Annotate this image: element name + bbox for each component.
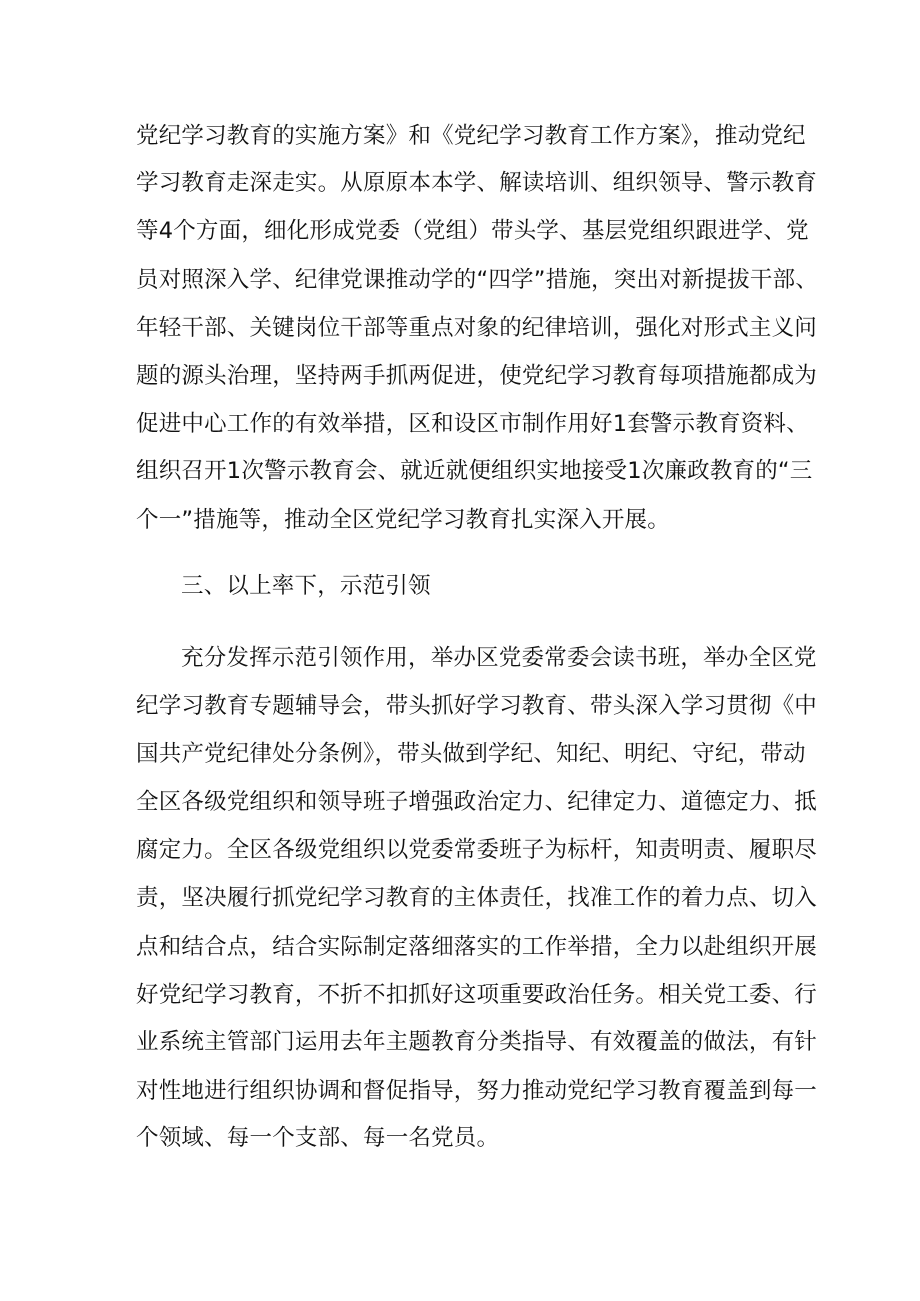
paragraph-line: 个一”措施等，推动全区党纪学习教育扎实深入开展。 <box>136 507 670 533</box>
paragraph-line: 题的源头治理，坚持两手抓两促进，使党纪学习教育每项措施都成为 <box>136 363 818 389</box>
paragraph-line: 党纪学习教育的实施方案》和《党纪学习教育工作方案》，推动党纪 <box>136 123 806 149</box>
paragraph-line: 全区各级党组织和领导班子增强政治定力、纪律定力、道德定力、抵 <box>136 789 818 815</box>
section-heading: 三、以上率下，示范引领 <box>181 573 431 599</box>
paragraph-line: 学习教育走深走实。从原原本本学、解读培训、组织领导、警示教育 <box>136 170 818 196</box>
paragraph-line: 对性地进行组织协调和督促指导，努力推动党纪学习教育覆盖到每一 <box>136 1078 818 1104</box>
paragraph-line: 等4个方面，细化形成党委（党组）带头学、基层党组织跟进学、党 <box>136 218 809 244</box>
paragraph-line: 责，坚决履行抓党纪学习教育的主体责任，找准工作的着力点、切入 <box>136 885 818 911</box>
paragraph-line: 促进中心工作的有效举措，区和设区市制作用好1套警示教育资料、 <box>136 411 809 437</box>
paragraph-line: 年轻干部、关键岗位干部等重点对象的纪律培训，强化对形式主义问 <box>136 315 818 341</box>
paragraph-line: 业系统主管部门运用去年主题教育分类指导、有效覆盖的做法，有针 <box>136 1029 818 1055</box>
paragraph-line: 纪学习教育专题辅导会，带头抓好学习教育、带头深入学习贯彻《中 <box>136 693 818 719</box>
paragraph-line: 腐定力。全区各级党组织以党委常委班子为标杆，知责明责、履职尽 <box>136 837 818 863</box>
paragraph-line: 个领域、每一个支部、每一名党员。 <box>136 1125 500 1151</box>
paragraph-line: 组织召开1次警示教育会、就近就便组织实地接受1次廉政教育的“三 <box>136 458 813 484</box>
paragraph-line: 员对照深入学、纪律党课推动学的“四学”措施，突出对新提拔干部、 <box>136 267 819 293</box>
paragraph-first-line: 充分发挥示范引领作用，举办区党委常委会读书班，举办全区党 <box>181 645 817 671</box>
paragraph-line: 点和结合点，结合实际制定落细落实的工作举措，全力以赴组织开展 <box>136 934 818 960</box>
paragraph-line: 国共产党纪律处分条例》，带头做到学纪、知纪、明纪、守纪，带动 <box>136 741 806 767</box>
paragraph-line: 好党纪学习教育，不折不扣抓好这项重要政治任务。相关党工委、行 <box>136 982 818 1008</box>
